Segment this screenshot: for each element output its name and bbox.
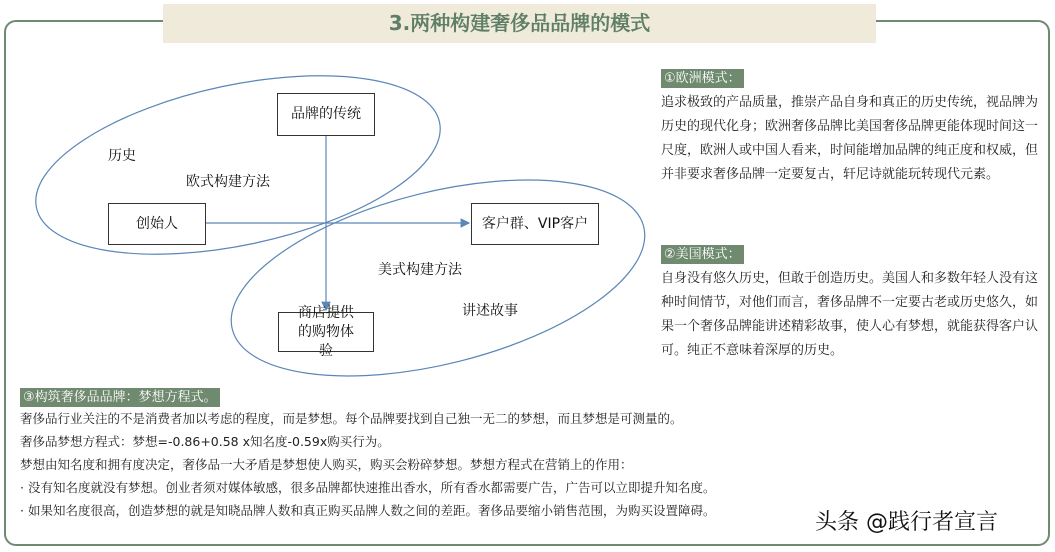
page-title: 3.两种构建奢侈品品牌的模式: [163, 4, 876, 43]
euro-ellipse: [20, 44, 456, 286]
america-text: 自身没有悠久历史，但敢于创造历史。美国人和多数年轻人没有这种时间情节，对他们而言，奢侈品牌不一定要古老或历史悠久，如果一个奢侈品牌能讲述精彩故事，使人心有梦想，就能获得客户认可。纯正不意味着深厚的历史。: [661, 271, 1039, 358]
label-us-method: 美式构建方法: [378, 262, 462, 278]
europe-tag: ①欧洲模式：: [661, 69, 744, 88]
watermark: 头条 @践行者宣言: [815, 510, 998, 535]
label-euro-method: 欧式构建方法: [186, 174, 270, 190]
dream-section: [20, 388, 820, 522]
dream-line: · 没有知名度就没有梦想。创业者须对媒体敏感，很多品牌都快速推出香水，所有香水都需要广告，广告可以立即提升知名度。: [20, 480, 716, 495]
dream-tag: ③构筑奢侈品品牌：梦想方程式。: [20, 388, 220, 407]
europe-text: 追求极致的产品质量，推崇产品自身和真正的历史传统，视品牌为历史的现代化身；欧洲奢侈品牌比美国奢侈品牌更能体现时间这一尺度，欧洲人或中国人看来，时间能增加品牌的纯正度和权威，但并非要求奢侈品牌一定要复古，轩尼诗就能玩转现代元素。: [661, 95, 1039, 182]
dream-line: 奢侈品行业关注的不是消费者加以考虑的程度，而是梦想。每个品牌要找到自己独一无二的梦想，而且梦想是可测量的。: [20, 411, 683, 426]
europe-section: [661, 67, 1046, 187]
label-storytelling: 讲述故事: [462, 303, 518, 319]
box-tradition: 品牌的传统: [277, 93, 375, 136]
dream-line: 奢侈品梦想方程式：梦想=-0.86+0.58 x知名度-0.59x购买行为。: [20, 434, 390, 449]
america-section: [661, 243, 1046, 363]
dream-line: 梦想由知名度和拥有度决定，奢侈品一大矛盾是梦想使人购买，购买会粉碎梦想。梦想方程式在营销上的作用：: [20, 457, 633, 472]
box-founder: 创始人: [108, 203, 206, 245]
box-store: 商店提供的购物体验: [278, 312, 374, 352]
box-customers: 客户群、VIP客户: [471, 203, 599, 245]
dream-line: · 如果知名度很高，创造梦想的就是知晓品牌人数和真正购买品牌人数之间的差距。奢侈品要缩小销售范围，为购买设置障碍。: [20, 503, 716, 518]
america-tag: ②美国模式：: [661, 245, 744, 264]
label-history: 历史: [108, 148, 136, 164]
